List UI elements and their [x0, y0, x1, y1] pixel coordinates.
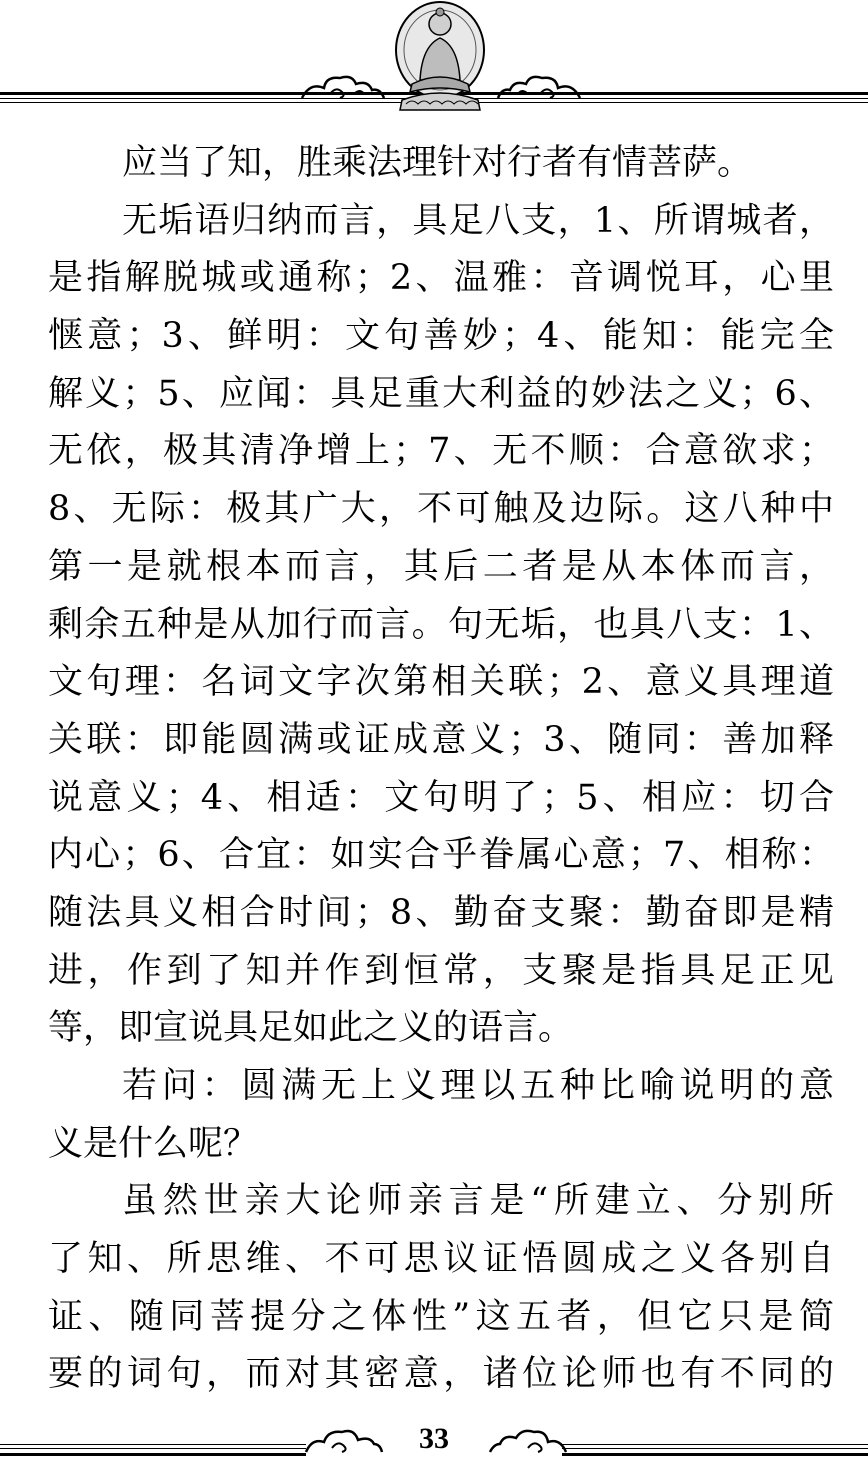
text-line: 关联：即能圆满或证成意义；3、随同：善加释 — [48, 719, 834, 760]
text-line: 义是什么呢？ — [48, 1123, 259, 1164]
text-line: 应当了知，胜乘法理针对行者有情菩萨。 — [122, 143, 753, 183]
text-line: 惬意；3、鲜明：文句善妙；4、能知：能完全 — [48, 316, 834, 357]
cloud-ornament-icon — [300, 72, 386, 102]
cloud-ornament-icon — [488, 1426, 568, 1456]
text-line: 随法具义相合时间；8、勤奋支聚：勤奋即是精 — [48, 892, 834, 933]
text-line: 无依，极其清净增上；7、无不顺：合意欲求； — [48, 431, 834, 472]
text-line: 解义；5、应闻：具足重大利益的妙法之义；6、 — [48, 373, 834, 414]
text-line: 等，即宣说具足如此之义的语言。 — [48, 1008, 574, 1049]
text-line: 内心；6、合宜：如实合乎眷属心意；7、相称： — [48, 835, 834, 876]
buddha-figure-icon — [392, 0, 488, 112]
text-line: 了知、所思维、不可思议证悟圆成之义各别自 — [48, 1239, 834, 1280]
text-line: 证、随同菩提分之体性”这五者，但它只是简 — [48, 1296, 834, 1337]
text-line: 无垢语归纳而言，具足八支，1、所谓城者， — [122, 200, 834, 241]
cloud-ornament-icon — [496, 72, 582, 102]
cloud-ornament-icon — [304, 1426, 384, 1456]
text-line: 说意义；4、相适：文句明了；5、相应：切合 — [48, 777, 834, 818]
text-line: 第一是就根本而言，其后二者是从本体而言， — [48, 546, 834, 587]
text-line: 虽然世亲大论师亲言是“所建立、分别所 — [122, 1181, 834, 1222]
text-line: 剩余五种是从加行而言。句无垢，也具八支：1、 — [48, 604, 834, 645]
text-line: 8、无际：极其广大，不可触及边际。这八种中 — [48, 489, 834, 530]
text-line: 要的词句，而对其密意，诸位论师也有不同的 — [48, 1354, 834, 1395]
text-line: 文句理：名词文字次第相关联；2、意义具理道 — [48, 662, 834, 703]
text-line: 若问：圆满无上义理以五种比喻说明的意 — [122, 1066, 834, 1106]
text-line: 进，作到了知并作到恒常，支聚是指具足正见 — [48, 950, 834, 991]
text-line: 是指解脱城或通称；2、温雅：音调悦耳，心里 — [48, 258, 834, 299]
page-number: 33 — [419, 1422, 449, 1455]
body-text — [48, 135, 834, 1404]
